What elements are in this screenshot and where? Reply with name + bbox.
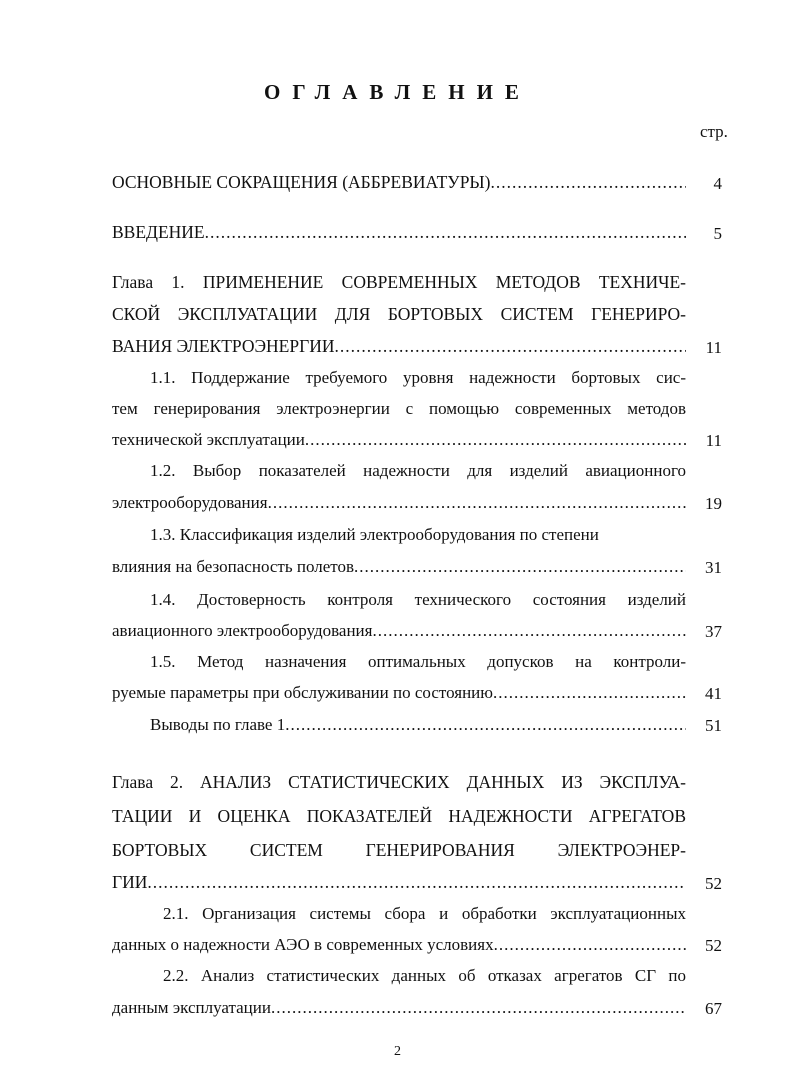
entry-page-number: 31 <box>705 558 722 577</box>
entry-page-number: 11 <box>705 431 722 450</box>
entry-page-number: 4 <box>713 174 722 193</box>
chapter-1-line-3 <box>112 336 686 357</box>
section-1-4-line-1: 1.4. Достоверность контроля технического состояния изделий <box>150 590 686 609</box>
entry-page-number: 11 <box>705 338 722 357</box>
entry-page-number: 52 <box>705 936 722 955</box>
entry-page-number: 52 <box>705 874 722 893</box>
entry-page-number: 5 <box>713 224 722 243</box>
entry-page-number: 51 <box>705 716 722 735</box>
section-1-3-line-2 <box>112 557 686 577</box>
chapter-2-line-2: ТАЦИИ И ОЦЕНКА ПОКАЗАТЕЛЕЙ НАДЕЖНОСТИ АГРЕГАТОВ <box>112 806 686 826</box>
section-2-2-line-2 <box>112 998 686 1018</box>
entry-text: руемые параметры при обслуживании по состоянию <box>112 683 493 702</box>
entry-page-number: 41 <box>705 684 722 703</box>
section-1-5-line-2 <box>112 683 686 703</box>
entry-text: данных о надежности АЭО в современных условиях <box>112 935 494 954</box>
toc-title: ОГЛАВЛЕНИЕ <box>264 80 531 104</box>
entry-page-number: 67 <box>705 999 722 1018</box>
entry-text: технической эксплуатации <box>112 430 305 449</box>
entry-text: Выводы по главе 1 <box>150 715 286 734</box>
section-1-1-line-1: 1.1. Поддержание требуемого уровня надежности бортовых сис- <box>150 368 686 387</box>
page-number: 2 <box>394 1044 401 1059</box>
entry-text: авиационного электрооборудования <box>112 621 373 640</box>
entry-text: данным эксплуатации <box>112 998 271 1017</box>
chapter-2-line-4 <box>112 872 686 893</box>
section-1-1-line-2: тем генерирования электроэнергии с помощью современных методов <box>112 399 686 418</box>
entry-text: ВАНИЯ ЭЛЕКТРОЭНЕРГИИ <box>112 336 335 356</box>
chapter-1-line-1: Глава 1. ПРИМЕНЕНИЕ СОВРЕМЕННЫХ МЕТОДОВ ТЕХНИЧЕ- <box>112 272 686 292</box>
entry-page-number: 19 <box>705 494 722 513</box>
entry-text: ГИИ <box>112 872 148 892</box>
toc-entry-introduction <box>112 222 686 243</box>
chapter-1-line-2: СКОЙ ЭКСПЛУАТАЦИИ ДЛЯ БОРТОВЫХ СИСТЕМ ГЕНЕРИРО- <box>112 304 686 324</box>
section-1-5-line-1: 1.5. Метод назначения оптимальных допусков на контроли- <box>150 652 686 671</box>
section-1-1-line-3 <box>112 430 686 450</box>
conclusions-chapter-1 <box>150 715 686 735</box>
toc-entry-abbreviations <box>112 172 686 193</box>
section-1-2-line-1: 1.2. Выбор показателей надежности для изделий авиационного <box>150 461 686 480</box>
section-2-1-line-2 <box>112 935 686 955</box>
section-1-4-line-2 <box>112 621 686 641</box>
entry-text: ОСНОВНЫЕ СОКРАЩЕНИЯ (АББРЕВИАТУРЫ) <box>112 172 491 192</box>
entry-page-number: 37 <box>705 622 722 641</box>
section-2-1-line-1: 2.1. Организация системы сбора и обработки эксплуатационных <box>163 904 686 923</box>
chapter-2-line-3: БОРТОВЫХ СИСТЕМ ГЕНЕРИРОВАНИЯ ЭЛЕКТРОЭНЕР- <box>112 840 686 860</box>
entry-text: 1.3. Классификация изделий электрооборудования по степени <box>150 525 599 544</box>
section-1-2-line-2 <box>112 493 686 513</box>
section-2-2-line-1: 2.2. Анализ статистических данных об отказах агрегатов СГ по <box>163 966 686 985</box>
section-1-3-line-1 <box>150 525 686 545</box>
chapter-2-line-1: Глава 2. АНАЛИЗ СТАТИСТИЧЕСКИХ ДАННЫХ ИЗ ЭКСПЛУА- <box>112 772 686 792</box>
entry-text: ВВЕДЕНИЕ <box>112 222 205 242</box>
entry-text: влияния на безопасность полетов <box>112 557 354 576</box>
entry-text: электрооборудования <box>112 493 268 512</box>
page-column-label: стр. <box>700 122 728 141</box>
